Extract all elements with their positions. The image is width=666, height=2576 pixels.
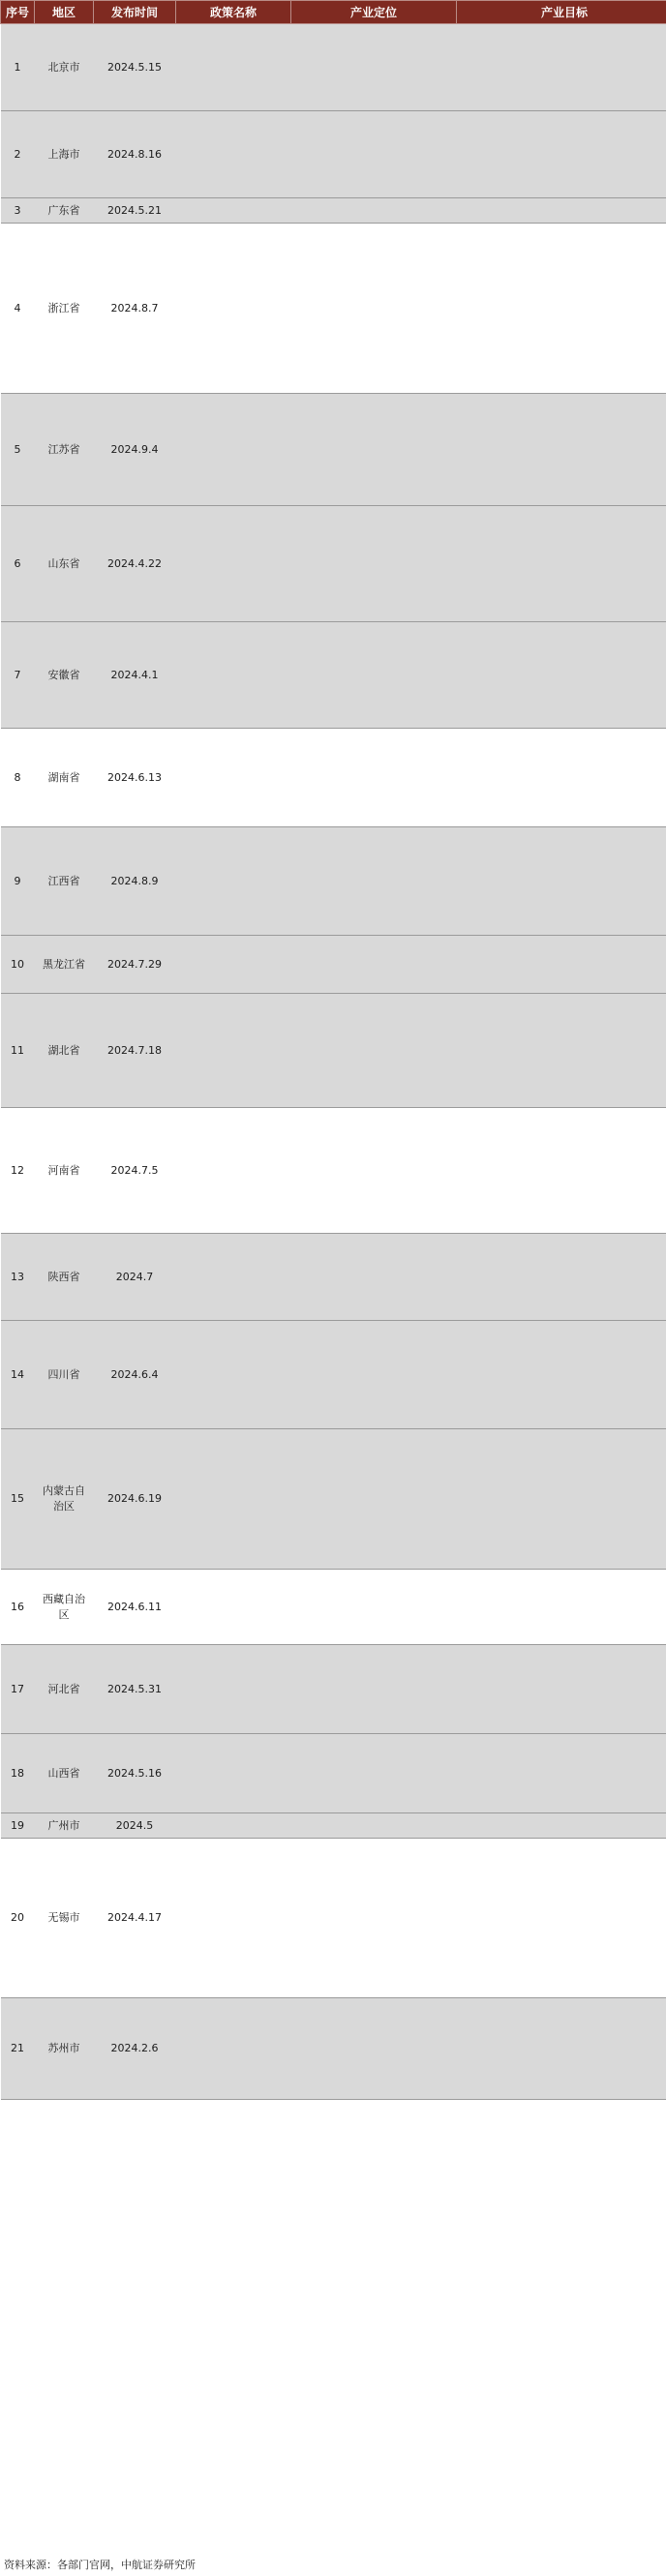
cell-region: 上海市 (35, 111, 94, 198)
header-position: 产业定位 (291, 1, 457, 24)
cell-position (291, 506, 457, 622)
header-region: 地区 (35, 1, 94, 24)
cell-date: 2024.2.6 (94, 1998, 176, 2100)
cell-policy-name (176, 394, 291, 506)
table-row (1, 1321, 666, 1429)
cell-goal (457, 111, 666, 198)
cell-date: 2024.7.29 (94, 936, 176, 994)
table-row (1, 111, 666, 198)
cell-policy-name (176, 1321, 291, 1429)
table-row (1, 1998, 666, 2100)
cell-date: 2024.5.15 (94, 24, 176, 111)
cell-no: 10 (1, 936, 35, 994)
table-body (1, 24, 666, 2100)
table-header-row (1, 1, 666, 24)
cell-region: 江西省 (35, 827, 94, 936)
source-note: 资料来源：各部门官网，中航证券研究所 (4, 2559, 196, 2571)
cell-region: 浙江省 (35, 224, 94, 394)
cell-policy-name (176, 1813, 291, 1839)
cell-goal (457, 224, 666, 394)
cell-position (291, 1321, 457, 1429)
cell-position (291, 1429, 457, 1570)
cell-region: 河北省 (35, 1645, 94, 1734)
cell-position (291, 1570, 457, 1645)
cell-region: 北京市 (35, 24, 94, 111)
cell-position (291, 1734, 457, 1813)
cell-region: 江苏省 (35, 394, 94, 506)
cell-region: 河南省 (35, 1108, 94, 1234)
cell-policy-name (176, 1429, 291, 1570)
cell-position (291, 1645, 457, 1734)
cell-goal (457, 1839, 666, 1998)
cell-region: 山东省 (35, 506, 94, 622)
cell-goal (457, 1813, 666, 1839)
cell-goal (457, 827, 666, 936)
cell-no: 9 (1, 827, 35, 936)
cell-position (291, 936, 457, 994)
cell-no: 13 (1, 1234, 35, 1321)
cell-position (291, 622, 457, 729)
cell-date: 2024.7.5 (94, 1108, 176, 1234)
table-row (1, 394, 666, 506)
cell-date: 2024.4.1 (94, 622, 176, 729)
cell-goal (457, 1998, 666, 2100)
table-row (1, 1839, 666, 1998)
cell-no: 20 (1, 1839, 35, 1998)
cell-goal (457, 1645, 666, 1734)
cell-position (291, 1998, 457, 2100)
cell-goal (457, 506, 666, 622)
table-row (1, 1813, 666, 1839)
cell-region: 山西省 (35, 1734, 94, 1813)
cell-goal (457, 1734, 666, 1813)
cell-policy-name (176, 827, 291, 936)
table-row (1, 1734, 666, 1813)
cell-date: 2024.4.17 (94, 1839, 176, 1998)
cell-policy-name (176, 729, 291, 827)
cell-no: 5 (1, 394, 35, 506)
cell-position (291, 827, 457, 936)
table-row (1, 994, 666, 1108)
cell-date: 2024.4.22 (94, 506, 176, 622)
cell-policy-name (176, 994, 291, 1108)
cell-no: 4 (1, 224, 35, 394)
cell-goal (457, 198, 666, 224)
cell-region: 湖北省 (35, 994, 94, 1108)
table-row (1, 1645, 666, 1734)
table-row (1, 198, 666, 224)
cell-no: 15 (1, 1429, 35, 1570)
cell-position (291, 24, 457, 111)
cell-no: 11 (1, 994, 35, 1108)
cell-goal (457, 24, 666, 111)
table-row (1, 827, 666, 936)
cell-goal (457, 1570, 666, 1645)
cell-no: 3 (1, 198, 35, 224)
cell-date: 2024.5.21 (94, 198, 176, 224)
cell-region: 广东省 (35, 198, 94, 224)
cell-position (291, 1839, 457, 1998)
header-goal: 产业目标 (457, 1, 666, 24)
cell-policy-name (176, 1645, 291, 1734)
cell-policy-name (176, 111, 291, 198)
cell-no: 6 (1, 506, 35, 622)
header-policy-name: 政策名称 (176, 1, 291, 24)
cell-policy-name (176, 506, 291, 622)
table-row (1, 1570, 666, 1645)
cell-position (291, 198, 457, 224)
table-row (1, 1429, 666, 1570)
cell-policy-name (176, 198, 291, 224)
cell-goal (457, 936, 666, 994)
table-row (1, 729, 666, 827)
cell-date: 2024.6.19 (94, 1429, 176, 1570)
header-date: 发布时间 (94, 1, 176, 24)
cell-no: 8 (1, 729, 35, 827)
cell-region: 四川省 (35, 1321, 94, 1429)
cell-date: 2024.6.13 (94, 729, 176, 827)
cell-no: 1 (1, 24, 35, 111)
cell-policy-name (176, 936, 291, 994)
cell-goal (457, 1321, 666, 1429)
cell-no: 7 (1, 622, 35, 729)
table-row (1, 1108, 666, 1234)
cell-goal (457, 394, 666, 506)
cell-date: 2024.5 (94, 1813, 176, 1839)
cell-no: 19 (1, 1813, 35, 1839)
cell-date: 2024.8.7 (94, 224, 176, 394)
cell-position (291, 1813, 457, 1839)
cell-policy-name (176, 622, 291, 729)
cell-position (291, 394, 457, 506)
cell-policy-name (176, 1234, 291, 1321)
cell-policy-name (176, 1839, 291, 1998)
cell-no: 21 (1, 1998, 35, 2100)
table-row (1, 224, 666, 394)
table-row (1, 506, 666, 622)
cell-region: 安徽省 (35, 622, 94, 729)
cell-date: 2024.7.18 (94, 994, 176, 1108)
cell-region: 广州市 (35, 1813, 94, 1839)
table-row (1, 622, 666, 729)
cell-date: 2024.8.9 (94, 827, 176, 936)
cell-no: 16 (1, 1570, 35, 1645)
cell-policy-name (176, 224, 291, 394)
cell-goal (457, 994, 666, 1108)
cell-date: 2024.9.4 (94, 394, 176, 506)
cell-no: 12 (1, 1108, 35, 1234)
cell-region: 西藏自治区 (35, 1570, 94, 1645)
cell-no: 14 (1, 1321, 35, 1429)
cell-date: 2024.6.4 (94, 1321, 176, 1429)
cell-region: 黑龙江省 (35, 936, 94, 994)
cell-position (291, 1108, 457, 1234)
cell-position (291, 1234, 457, 1321)
cell-policy-name (176, 1108, 291, 1234)
cell-goal (457, 1108, 666, 1234)
cell-region: 无锡市 (35, 1839, 94, 1998)
cell-position (291, 729, 457, 827)
cell-date: 2024.7 (94, 1234, 176, 1321)
cell-goal (457, 1234, 666, 1321)
cell-no: 17 (1, 1645, 35, 1734)
cell-no: 2 (1, 111, 35, 198)
cell-region: 湖南省 (35, 729, 94, 827)
cell-no: 18 (1, 1734, 35, 1813)
cell-position (291, 111, 457, 198)
cell-date: 2024.5.16 (94, 1734, 176, 1813)
cell-goal (457, 729, 666, 827)
cell-date: 2024.5.31 (94, 1645, 176, 1734)
cell-position (291, 994, 457, 1108)
cell-goal (457, 622, 666, 729)
cell-goal (457, 1429, 666, 1570)
table-row (1, 24, 666, 111)
cell-region: 内蒙古自治区 (35, 1429, 94, 1570)
table-row (1, 1234, 666, 1321)
cell-region: 陕西省 (35, 1234, 94, 1321)
header-no: 序号 (1, 1, 35, 24)
cell-policy-name (176, 1998, 291, 2100)
cell-date: 2024.6.11 (94, 1570, 176, 1645)
table-row (1, 936, 666, 994)
cell-policy-name (176, 1570, 291, 1645)
cell-policy-name (176, 24, 291, 111)
cell-policy-name (176, 1734, 291, 1813)
cell-date: 2024.8.16 (94, 111, 176, 198)
cell-region: 苏州市 (35, 1998, 94, 2100)
cell-position (291, 224, 457, 394)
